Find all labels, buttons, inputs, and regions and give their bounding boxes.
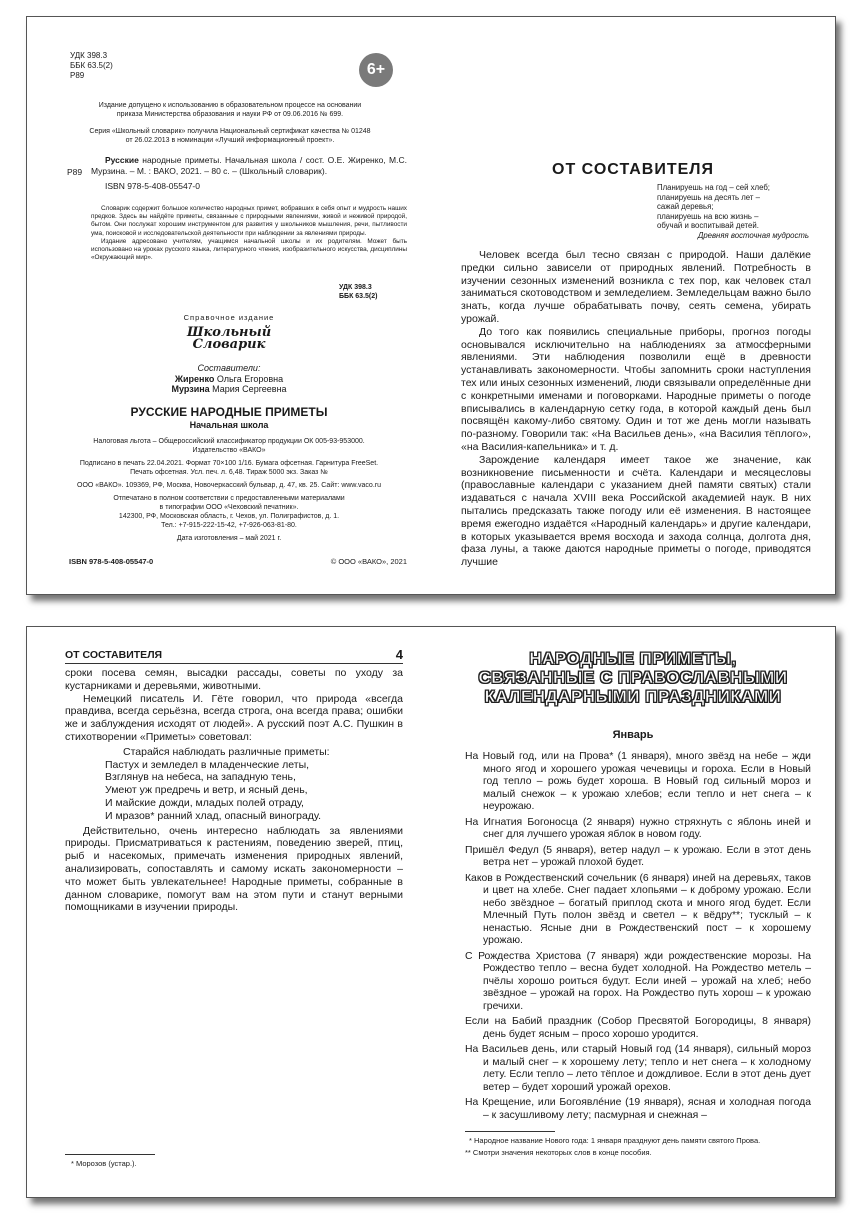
omens-footnote-1: * Народное название Нового года: 1 января празднуют день памяти святого Прова.: [469, 1136, 761, 1145]
printed-line-2: в типографии ООО «Чеховский печатник».: [159, 504, 299, 511]
preface-page: [431, 17, 835, 594]
page4-footnote: * Морозов (устар.).: [71, 1159, 137, 1168]
omen-entry: На Крещение, или Богоявлéние (19 января), ясная и холодная погода – к засушливому лету; пасмурная и снежная –: [465, 1097, 811, 1121]
catalog-code: Р89: [67, 167, 83, 177]
page4-paragraph: сроки посева семян, высадки рассады, советы по уходу за кустарниками и деревьями, животными.: [65, 667, 403, 692]
preface-paragraph: Человек всегда был тесно связан с природой. Наши далёкие предки сильно зависели от природных явлений. Потребность в изучении сезонных изменений возникла с тех пор, как человек стал заниматься скотоводством и земледелием. Земледельцам важно было знать, когда лучше обрабатывать почву, сеять семена, убирать урожай.: [461, 249, 811, 325]
catalog-isbn: ISBN 978-5-408-05547-0: [105, 181, 200, 191]
omen-entry: На Игнатия Богоносца (2 января) нужно стряхнуть с яблонь иней и снег для лучшего урожая яблок в новом году.: [465, 816, 811, 840]
top-spread: [26, 16, 836, 595]
printed-line-4: Тел.: +7-915-222-15-42, +7-926-063-81-80.: [161, 522, 297, 529]
admission-note: Издание допущено к использованию в образовательном процессе на основании приказа Министерства образования и науки РФ от 09.06.2016 № 699.: [98, 102, 362, 118]
edition-type: Справочное издание: [183, 313, 275, 322]
preface-paragraph: Зарождение календаря имеет такое же значение, как возникновение письменности и счёта. Календари и месяцесловы (православные календари с указанием дней памяти святых) стали издаваться с начала XVIII века Российской академией наук. В них пытались предсказать также погоду или её изменения. В настоящее время ежегодно издаётся «Народный календарь» и другие календари, в которых указывается время восхода и захода солнца, долгота дня, фаза луны, а также даются народные приметы о погоде, приводятся лучшие: [461, 453, 811, 569]
epigraph-source: Древняя восточная мудрость: [697, 230, 809, 240]
omens-list: [465, 751, 811, 1125]
poem-line: Взглянув на небеса, на западную тень,: [105, 771, 296, 784]
address-line: ООО «ВАКО». 109369, РФ, Москва, Новочеркасский бульвар, д. 47, кв. 25. Сайт: www.vaco.ru: [77, 482, 381, 489]
compiler-1: [27, 374, 431, 385]
logo-line1: Школьный: [187, 325, 272, 340]
footnote-rule: [65, 1154, 155, 1155]
book-title: РУССКИЕ НАРОДНЫЕ ПРИМЕТЫ: [130, 405, 328, 419]
preface-paragraph: До того как появились специальные приборы, прогноз погоды основывался исключительно на наблюдениях за атмосферными явлениями. Эти наблюдения позволили ещё в древности устанавливать закономерности. Чтобы запомнить сроки наступления тех или иных сезонных изменений, люди связывали определённые дни с конкретными именами и поговорками. Народные приметы о погоде вписывались в календарную сетку года, в которой каждый день был посвящён какому-либо святому. Один и тот же день могли называть по-разному. Говорили так: «На Васильев день», «на Василия тёплого», «на Василия-капельника» и т. д.: [461, 325, 811, 453]
print-line-2: Печать офсетная. Усл. печ. л. 6,48. Тираж 5000 экз. Заказ №: [130, 469, 328, 476]
omen-entry: Каков в Рождественский сочельник (6 января) иней на деревьях, таков и цвет на хлебе. Снег падает хлопьями – к доброму урожаю. Если небо звёздное – богатый приплод скота и много ягод будет. Если Млечный Путь полон звёзд и светел – к вёдру**; тусклый – к ненастью. Ясные дни в Рождественский пост – к хорошему урожаю.: [465, 872, 811, 946]
bbk-line: ББК 63.5(2): [70, 61, 113, 70]
epigraph-line: Планируешь на год – сей хлеб;: [657, 183, 770, 192]
page-number: 4: [395, 647, 403, 662]
section-title-line: КАЛЕНДАРНЫМИ ПРАЗДНИКАМИ: [484, 687, 782, 706]
print-line-1: Подписано в печать 22.04.2021. Формат 70×100 1/16. Бумага офсетная. Гарнитура FreeSet.: [79, 460, 379, 467]
series-note: Серия «Школьный словарик» получила Национальный сертификат качества № 01248 от 26.02.2013 в номинации «Лучший информационный проект».: [89, 128, 371, 144]
poem: [65, 746, 403, 823]
epigraph-line: обучай и воспитывай детей.: [657, 221, 759, 231]
epigraph-line: сажай деревья;: [657, 202, 714, 212]
omen-entry: На Васильев день, или старый Новый год (14 января), сильный мороз и малый снег – к хорошему лету; тепло и нет снега – к холодному лету. Если тепло – лето тёплое и дождливое. Если в этот день дует ветер – будет хороший урожай орехов.: [465, 1044, 811, 1093]
udk-right-line: УДК 398.3: [339, 284, 372, 291]
logo-line2: Словарик: [192, 337, 266, 352]
header-rule: [65, 663, 403, 664]
annotation-p2: Издание адресовано учителям, учащимся начальной школы и их родителям. Может быть использовано на уроках русского языка, литературного чтения, изобразительного искусства, дисциплины «Окружающий мир».: [91, 237, 407, 262]
imprint-page: [27, 17, 431, 594]
bbk-right-line: ББК 63.5(2): [339, 293, 378, 300]
omens-page: [431, 627, 835, 1197]
epigraph: [657, 183, 827, 241]
catalog-text: народные приметы. Начальная школа / сост. О.Е. Жиренко, М.С. Мурзина. – М. : ВАКО, 2021. – 80 с. – (Школьный словарик).: [91, 155, 407, 176]
poem-line: Умеют уж предречь и ветр, и ясный день,: [105, 784, 308, 797]
omen-entry: Пришёл Федул (5 января), ветер надул – к урожаю. Если в этот день ветра нет – урожай плохой будет.: [465, 844, 811, 868]
omen-entry: С Рождества Христова (7 января) жди рождественские морозы. На Рождество тепло – весна будет холодной. На Рождество метель – пчёлы хорошо роиться будут. Если иней – урожай на хлеб; небо звёздное – урожай на горох. На Рождество путь хорош – к урожаю гречихи.: [465, 950, 811, 1012]
made-date: Дата изготовления – май 2021 г.: [176, 535, 282, 542]
udk-block: [70, 51, 150, 81]
month-heading: Январь: [612, 729, 654, 741]
page4-paragraph: Немецкий писатель И. Гёте говорил, что природа «всегда правдива, всегда серьёзна, всегда строга, она всегда права; ошибки же и заблуждения исходят от людей». А русский поэт А.С. Пушкин в стихотворении «Приметы» советовал:: [65, 692, 403, 743]
annotation-p1: Словарик содержит большое количество народных примет, вобравших в себя опыт и мудрость наших предков. Здесь вы найдёте приметы, связанные с природными явлениями, живой и неживой природой, бытом. Они послужат хорошим инструментом для развития у школьников мышления, речи, пытливости ума, поисковой и исследовательской деятельности при наблюдении за явлениями природы.: [91, 205, 407, 237]
omen-entry: На Новый год, или на Прова* (1 января), много звёзд на небе – жди много ягод и хорошего урожая чечевицы и гороха. Если в Новый год тепло – рожь будет хороша. В Новый год сильный мороз и малый снежок – к урожаю хлебов; если тепло и нет снега – к неурожаю.: [465, 751, 811, 812]
compiler-1-last: Жиренко: [174, 373, 215, 384]
section-title-line: НАРОДНЫЕ ПРИМЕТЫ,: [529, 649, 737, 668]
catalog-card: [67, 155, 407, 192]
isbn-bottom: ISBN 978-5-408-05547-0: [69, 557, 154, 566]
bottom-spread: [26, 626, 836, 1198]
poem-line: И мразов* ранний хлад, опасный винограду.: [105, 809, 322, 822]
series-logo: [187, 327, 271, 351]
imprint-details: [57, 437, 401, 543]
printed-line-1: Отпечатано в полном соответствии с предоставленными материалами: [113, 495, 345, 502]
copyright: © ООО «ВАКО», 2021: [330, 557, 407, 566]
poem-line: И майские дожди, младых полей отраду,: [105, 796, 304, 809]
compiler-2-last: Мурзина: [171, 384, 210, 394]
publisher-line: Издательство «ВАКО»: [192, 447, 266, 454]
compiler-2: [27, 384, 431, 395]
section-title: [431, 649, 835, 706]
page4-paragraph: Действительно, очень интересно наблюдать за явлениями природы. Присматриваться к растениям, поведению зверей, птиц, рыб и насекомых, примечать изменения природных явлений, анализировать, сопоставлять и самому искать закономерности – что может быть увлекательнее! Народные приметы, собранные в данном словарике, помогут вам на этом пути и станут верными помощниками в изучении природы.: [65, 824, 403, 914]
preface-heading: ОТ СОСТАВИТЕЛЯ: [552, 161, 714, 178]
omen-entry: Если на Бабий праздник (Собор Пресвятой Богородицы, 8 января) день будет ясным – просо хорошо уродится.: [465, 1016, 811, 1040]
printed-line-3: 142300, РФ, Московская область, г. Чехов, ул. Полиграфистов, д. 1.: [118, 513, 340, 520]
udk-right: [339, 283, 409, 301]
annotation: [91, 205, 407, 262]
omens-footnote-rule: [465, 1131, 555, 1132]
omens-footnote-2: ** Смотри значения некоторых слов в конце пособия.: [465, 1148, 652, 1157]
footnote-area: [465, 1127, 811, 1197]
page-4: [27, 627, 431, 1197]
epigraph-line: планируешь на всю жизнь –: [657, 211, 759, 221]
book-subtitle: Начальная школа: [189, 420, 269, 430]
udk-line: УДК 398.3: [70, 51, 108, 60]
catalog-entry: [91, 155, 407, 177]
section-title-line: СВЯЗАННЫЕ С ПРАВОСЛАВНЫМИ: [478, 668, 788, 687]
catalog-bold: Русские: [105, 155, 139, 165]
compiler-1-first: Ольга Егоровна: [214, 373, 284, 384]
page4-body: [65, 667, 403, 914]
compiler-2-first: Мария Сергеевна: [209, 384, 287, 394]
poem-line: Старайся наблюдать различные приметы:: [123, 745, 330, 758]
tax-line: Налоговая льгота – Общероссийский классификатор продукции ОК 005-93-953000.: [93, 438, 365, 445]
preface-body: [461, 249, 811, 569]
poem-line: Пастух и земледел в младенческие леты,: [105, 758, 310, 771]
running-head: ОТ СОСТАВИТЕЛЯ: [65, 649, 163, 661]
age-rating-badge: 6+: [359, 53, 393, 87]
compilers-label: Составители:: [197, 363, 261, 373]
epigraph-line: планируешь на десять лет –: [657, 192, 760, 202]
compilers: [27, 363, 431, 395]
code-line: Р89: [70, 71, 85, 80]
